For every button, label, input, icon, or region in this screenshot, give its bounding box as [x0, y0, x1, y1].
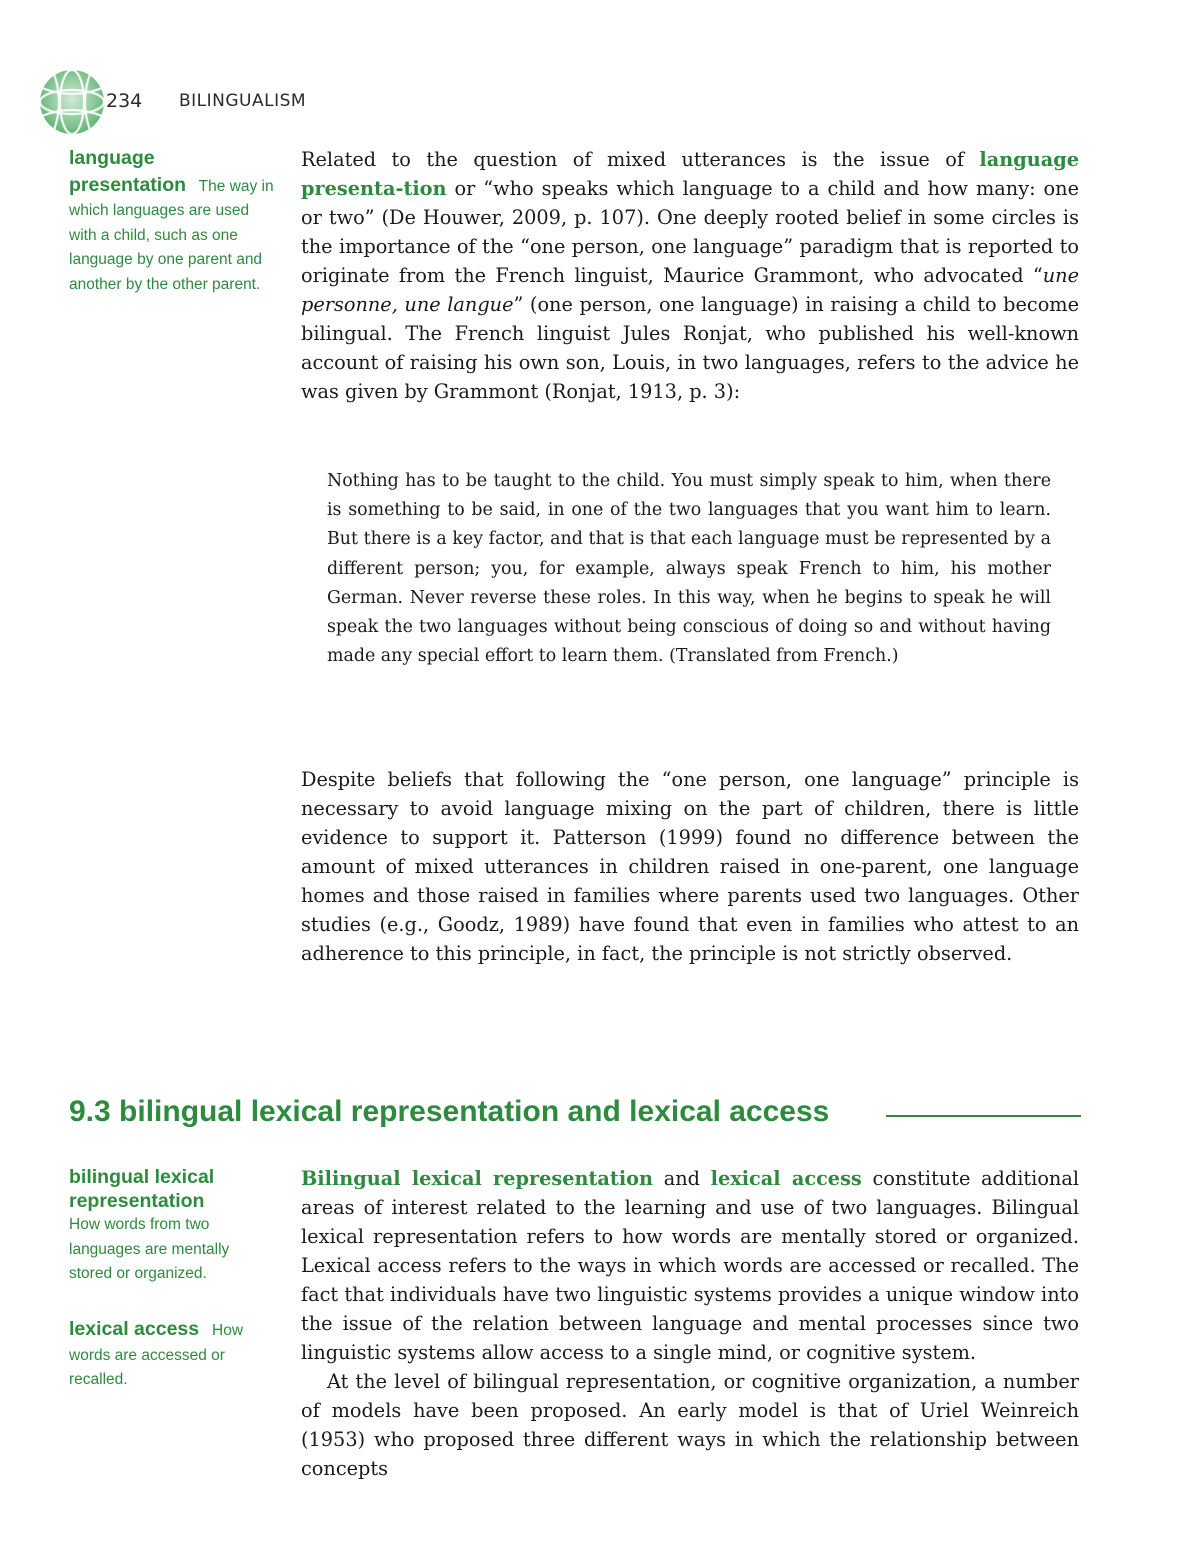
key-term: Bilingual lexical representation: [301, 1167, 654, 1190]
paragraph-text: Despite beliefs that following the “one person, one language” principle is necessary to avoid language mixing on the part of children, there is little evidence to support it. Patterson (1999) found no difference between the amount of mixed utterances in children raised in one-parent, one language homes and those raised in families where parents used two languages. Other studies (e.g., Goodz, 1989) have found that even in families who attest to an adherence to this principle, in fact, the principle is not strictly observed.: [301, 768, 1079, 965]
page-number: 234: [106, 90, 143, 112]
paragraph-1: [301, 145, 1079, 406]
block-quote: [327, 467, 1051, 671]
text: and: [653, 1167, 711, 1190]
margin-term: bilingual lexical representation: [69, 1166, 215, 1212]
margin-term: language presentation: [69, 147, 187, 196]
text: constitute additional areas of interest related to the learning and use of two languages. Bilingual lexical representation refers to how words are mentally stored or organized. Lexical access refers to the ways in which words are accessed or recalled. The fact that individuals have two linguistic systems provides a unique window into the issue of the relation between language and mental processes since two linguistic systems allow access to a single mind, or cognitive system.: [301, 1167, 1080, 1364]
margin-note-bilingual-lexical-representation: [69, 1165, 274, 1287]
page-header: [34, 66, 434, 138]
running-head: BILINGUALISM: [179, 91, 307, 111]
margin-definition: How words are accessed or recalled.: [69, 1322, 244, 1388]
heading-rule: [886, 1115, 1081, 1117]
key-term: language presenta-tion: [301, 148, 1079, 200]
margin-definition: The way in which languages are used with a child, such as one language by one parent and another by the other parent.: [69, 177, 274, 293]
text: ” (one person, one language) in raising a child to become bilingual. The French linguist Jules Ronjat, who published his well-known account of raising his own son, Louis, in two languages, refers to the advice he was given by Grammont (Ronjat, 1913, p. 3):: [301, 293, 1079, 403]
text: Related to the question of mixed utterances is the issue of: [301, 148, 980, 171]
section-heading: [69, 1095, 1081, 1137]
italic-phrase: une personne, une langue: [301, 264, 1079, 316]
paragraph-3: [301, 1164, 1079, 1483]
quote-text: Nothing has to be taught to the child. You must simply speak to him, when there is something to be said, in one of the two languages that you want him to learn. But there is a key factor, and that is that each language must be represented by a different person; you, for example, always speak French to him, his mother German. Never reverse these roles. In this way, when he begins to speak he will speak the two languages without being conscious of doing so and without having made any special effort to learn them. (Translated from French.): [327, 471, 1051, 667]
text: or “who speaks which language to a child and how many: one or two” (De Houwer, 2009, p. 107). One deeply rooted belief in some circles is the importance of the “one person, one language” paradigm that is reported to originate from the French linguist, Maurice Grammont, who advocated “: [301, 177, 1079, 287]
margin-term: lexical access: [69, 1318, 200, 1340]
margin-note-lexical-access: [69, 1317, 274, 1393]
key-term: lexical access: [710, 1167, 862, 1190]
margin-definition: How words from two languages are mentally stored or organized.: [69, 1216, 230, 1282]
margin-note-language-presentation: [69, 146, 274, 297]
paragraph-4: At the level of bilingual representation, or cognitive organization, a number of models have been proposed. An early model is that of Uriel Weinreich (1953) who proposed three different ways in which the relationship between concepts: [301, 1370, 1079, 1480]
paragraph-2: [301, 765, 1079, 968]
section-title: 9.3 bilingual lexical representation and lexical access: [69, 1095, 830, 1128]
globe-logo-icon: [34, 66, 110, 138]
